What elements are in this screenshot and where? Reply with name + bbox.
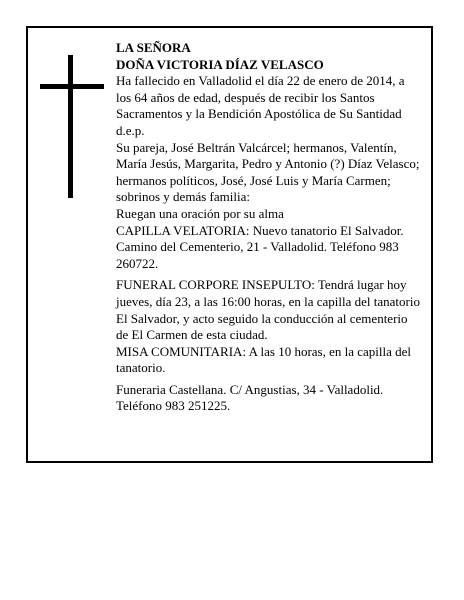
cross-icon: [40, 55, 104, 198]
funeral-home-info: Funeraria Castellana. C/ Angustias, 34 - Valladolid. Teléfono 983 251225.: [116, 381, 384, 414]
notice-content: [116, 40, 421, 415]
obituary-notice: [26, 26, 433, 463]
notice-title-line2: DOÑA VICTORIA DÍAZ VELASCO: [116, 56, 324, 72]
prayer-request: Ruegan una oración por su alma: [116, 205, 284, 221]
funeral-info: FUNERAL CORPORE INSEPULTO: Tendrá lugar hoy jueves, día 23, a las 16:00 horas, en la capilla del tanatorio El Salvador, y acto seguido la conducción al cementerio de El Carmen de esta ciudad.: [116, 277, 420, 343]
mass-info: MISA COMUNITARIA: A las 10 horas, en la capilla del tanatorio.: [116, 343, 412, 376]
family-list: Su pareja, José Beltrán Valcárcel; hermanos, Valentín, María Jesús, Margarita, Pedro y Antonio (?) Díaz Velasco; hermanos políticos, José, José Luis y María Carmen; sobrinos y demás familia:: [116, 139, 420, 205]
cross-horizontal-bar: [40, 84, 104, 89]
death-announcement: Ha fallecido en Valladolid el día 22 de enero de 2014, a los 64 años de edad, después de recibir los Santos Sacramentos y la Bendición Apostólica de Su Santidad d.e.p.: [116, 73, 405, 138]
wake-chapel-info: CAPILLA VELATORIA: Nuevo tanatorio El Salvador. Camino del Cementerio, 21 - Valladolid. Teléfono 983 260722.: [116, 222, 404, 271]
cross-vertical-bar: [68, 55, 73, 198]
notice-title-line1: LA SEÑORA: [116, 40, 191, 55]
